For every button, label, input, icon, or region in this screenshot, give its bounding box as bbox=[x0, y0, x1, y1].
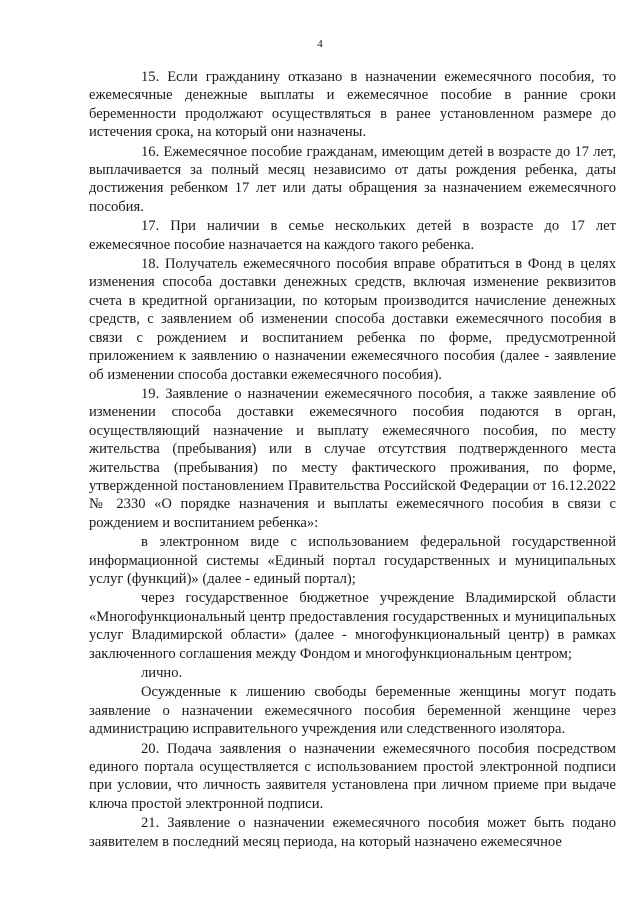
paragraph-19-in-person: лично. bbox=[141, 665, 183, 681]
paragraph-18: 18. Получатель ежемесячного пособия вправе обратиться в Фонд в целях изменения способа доставки денежных средств, включая изменение реквизитов счета в кредитной организации, по которым производится начисление денежных средств, с заявлением об изменении способа доставки ежемесячного пособия в связи с рождением и воспитанием ребенка по форме, предусмотренной приложением к заявлению о назначении ежемесячного пособия (далее - заявление об изменении способа доставки ежемесячного пособия). bbox=[89, 256, 616, 383]
page-number: 4 bbox=[317, 38, 323, 50]
paragraph-convicted-women: Осужденные к лишению свободы беременные женщины могут подать заявление о назначении ежемесячного пособия беременной женщине через администрацию исправительного учреждения или следственного изолятора. bbox=[89, 684, 616, 738]
paragraph-21: 21. Заявление о назначении ежемесячного пособия может быть подано заявителем в последний месяц периода, на который назначено ежемесячное bbox=[89, 815, 616, 850]
paragraph-20: 20. Подача заявления о назначении ежемесячного пособия посредством единого портала осуществляется с использованием простой электронной подписи при условии, что личность заявителя установлена при личном приеме при выдаче ключа простой электронной подписи. bbox=[89, 740, 616, 812]
paragraph-19-electronic: в электронном виде с использованием федеральной государственной информационной системы «Единый портал государственных и муниципальных услуг (функций)» (далее - единый портал); bbox=[89, 534, 616, 587]
paragraph-19-mfc: через государственное бюджетное учреждение Владимирской области «Многофункциональный центр предоставления государственных и муниципальных услуг Владимирской области» (далее - многофункциональный центр) в рамках заключенного соглашения между Фондом и многофункциональным центром; bbox=[89, 590, 616, 662]
paragraph-16: 16. Ежемесячное пособие гражданам, имеющим детей в возрасте до 17 лет, выплачивается за полный месяц независимо от даты рождения ребенка, даты достижения ребенком 17 лет или даты обращения за назначением ежемесячного пособия. bbox=[89, 143, 616, 215]
paragraph-19: 19. Заявление о назначении ежемесячного пособия, а также заявление об изменении способа доставки ежемесячного пособия подаются в орган, осуществляющий назначение и выплату ежемесячного пособия, по месту жительства (пребывания) или в случае отсутствия подтвержденного места жительства (пребывания) по месту фактического проживания, по форме, утвержденной постановлением Правительства Российской Федерации от 16.12.2022 № 2330 «О порядке назначения и выплаты ежемесячного пособия в связи с рождением и воспитанием ребенка»: bbox=[89, 385, 616, 531]
paragraph-17: 17. При наличии в семье нескольких детей в возрасте до 17 лет ежемесячное пособие назначается на каждого такого ребенка. bbox=[89, 218, 616, 253]
paragraph-15: 15. Если гражданину отказано в назначении ежемесячного пособия, то ежемесячные денежные выплаты и ежемесячное пособие в ранние сроки беременности продолжают осуществляться в ранее установленном размере до истечения срока, на который они назначены. bbox=[89, 69, 616, 141]
document-body bbox=[89, 68, 616, 851]
